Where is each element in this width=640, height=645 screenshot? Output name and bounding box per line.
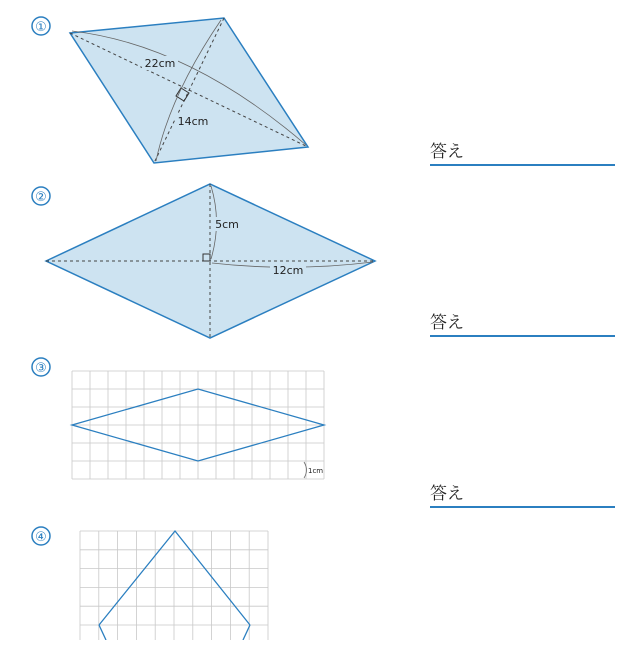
grid-unit-label: 1cm bbox=[308, 467, 324, 475]
answer-label: 答え bbox=[430, 484, 464, 504]
diagonal-length-label: 22cm bbox=[144, 57, 176, 70]
answer-label: 答え bbox=[430, 142, 464, 162]
problem-2 bbox=[32, 184, 375, 338]
problem-number: ① bbox=[35, 20, 47, 35]
problem-4 bbox=[32, 527, 268, 640]
grid-4 bbox=[80, 531, 268, 640]
diagonal-length-label: 14cm bbox=[177, 115, 209, 128]
problem-number: ④ bbox=[35, 530, 47, 545]
rhombus-4-edge bbox=[99, 625, 106, 640]
diagonal-length-label: 12cm bbox=[272, 264, 304, 277]
problem-number: ③ bbox=[35, 361, 47, 376]
problem-1 bbox=[32, 17, 308, 163]
problem-number: ② bbox=[35, 190, 47, 205]
problem-3 bbox=[32, 358, 324, 479]
answer-line-3[interactable] bbox=[430, 480, 615, 508]
grid-3 bbox=[72, 371, 324, 479]
rhombus-4-upper bbox=[99, 531, 250, 625]
answer-line-2[interactable] bbox=[430, 309, 615, 337]
answer-line-1[interactable] bbox=[430, 138, 615, 166]
diagonal-length-label: 5cm bbox=[215, 218, 239, 231]
answer-label: 答え bbox=[430, 313, 464, 333]
